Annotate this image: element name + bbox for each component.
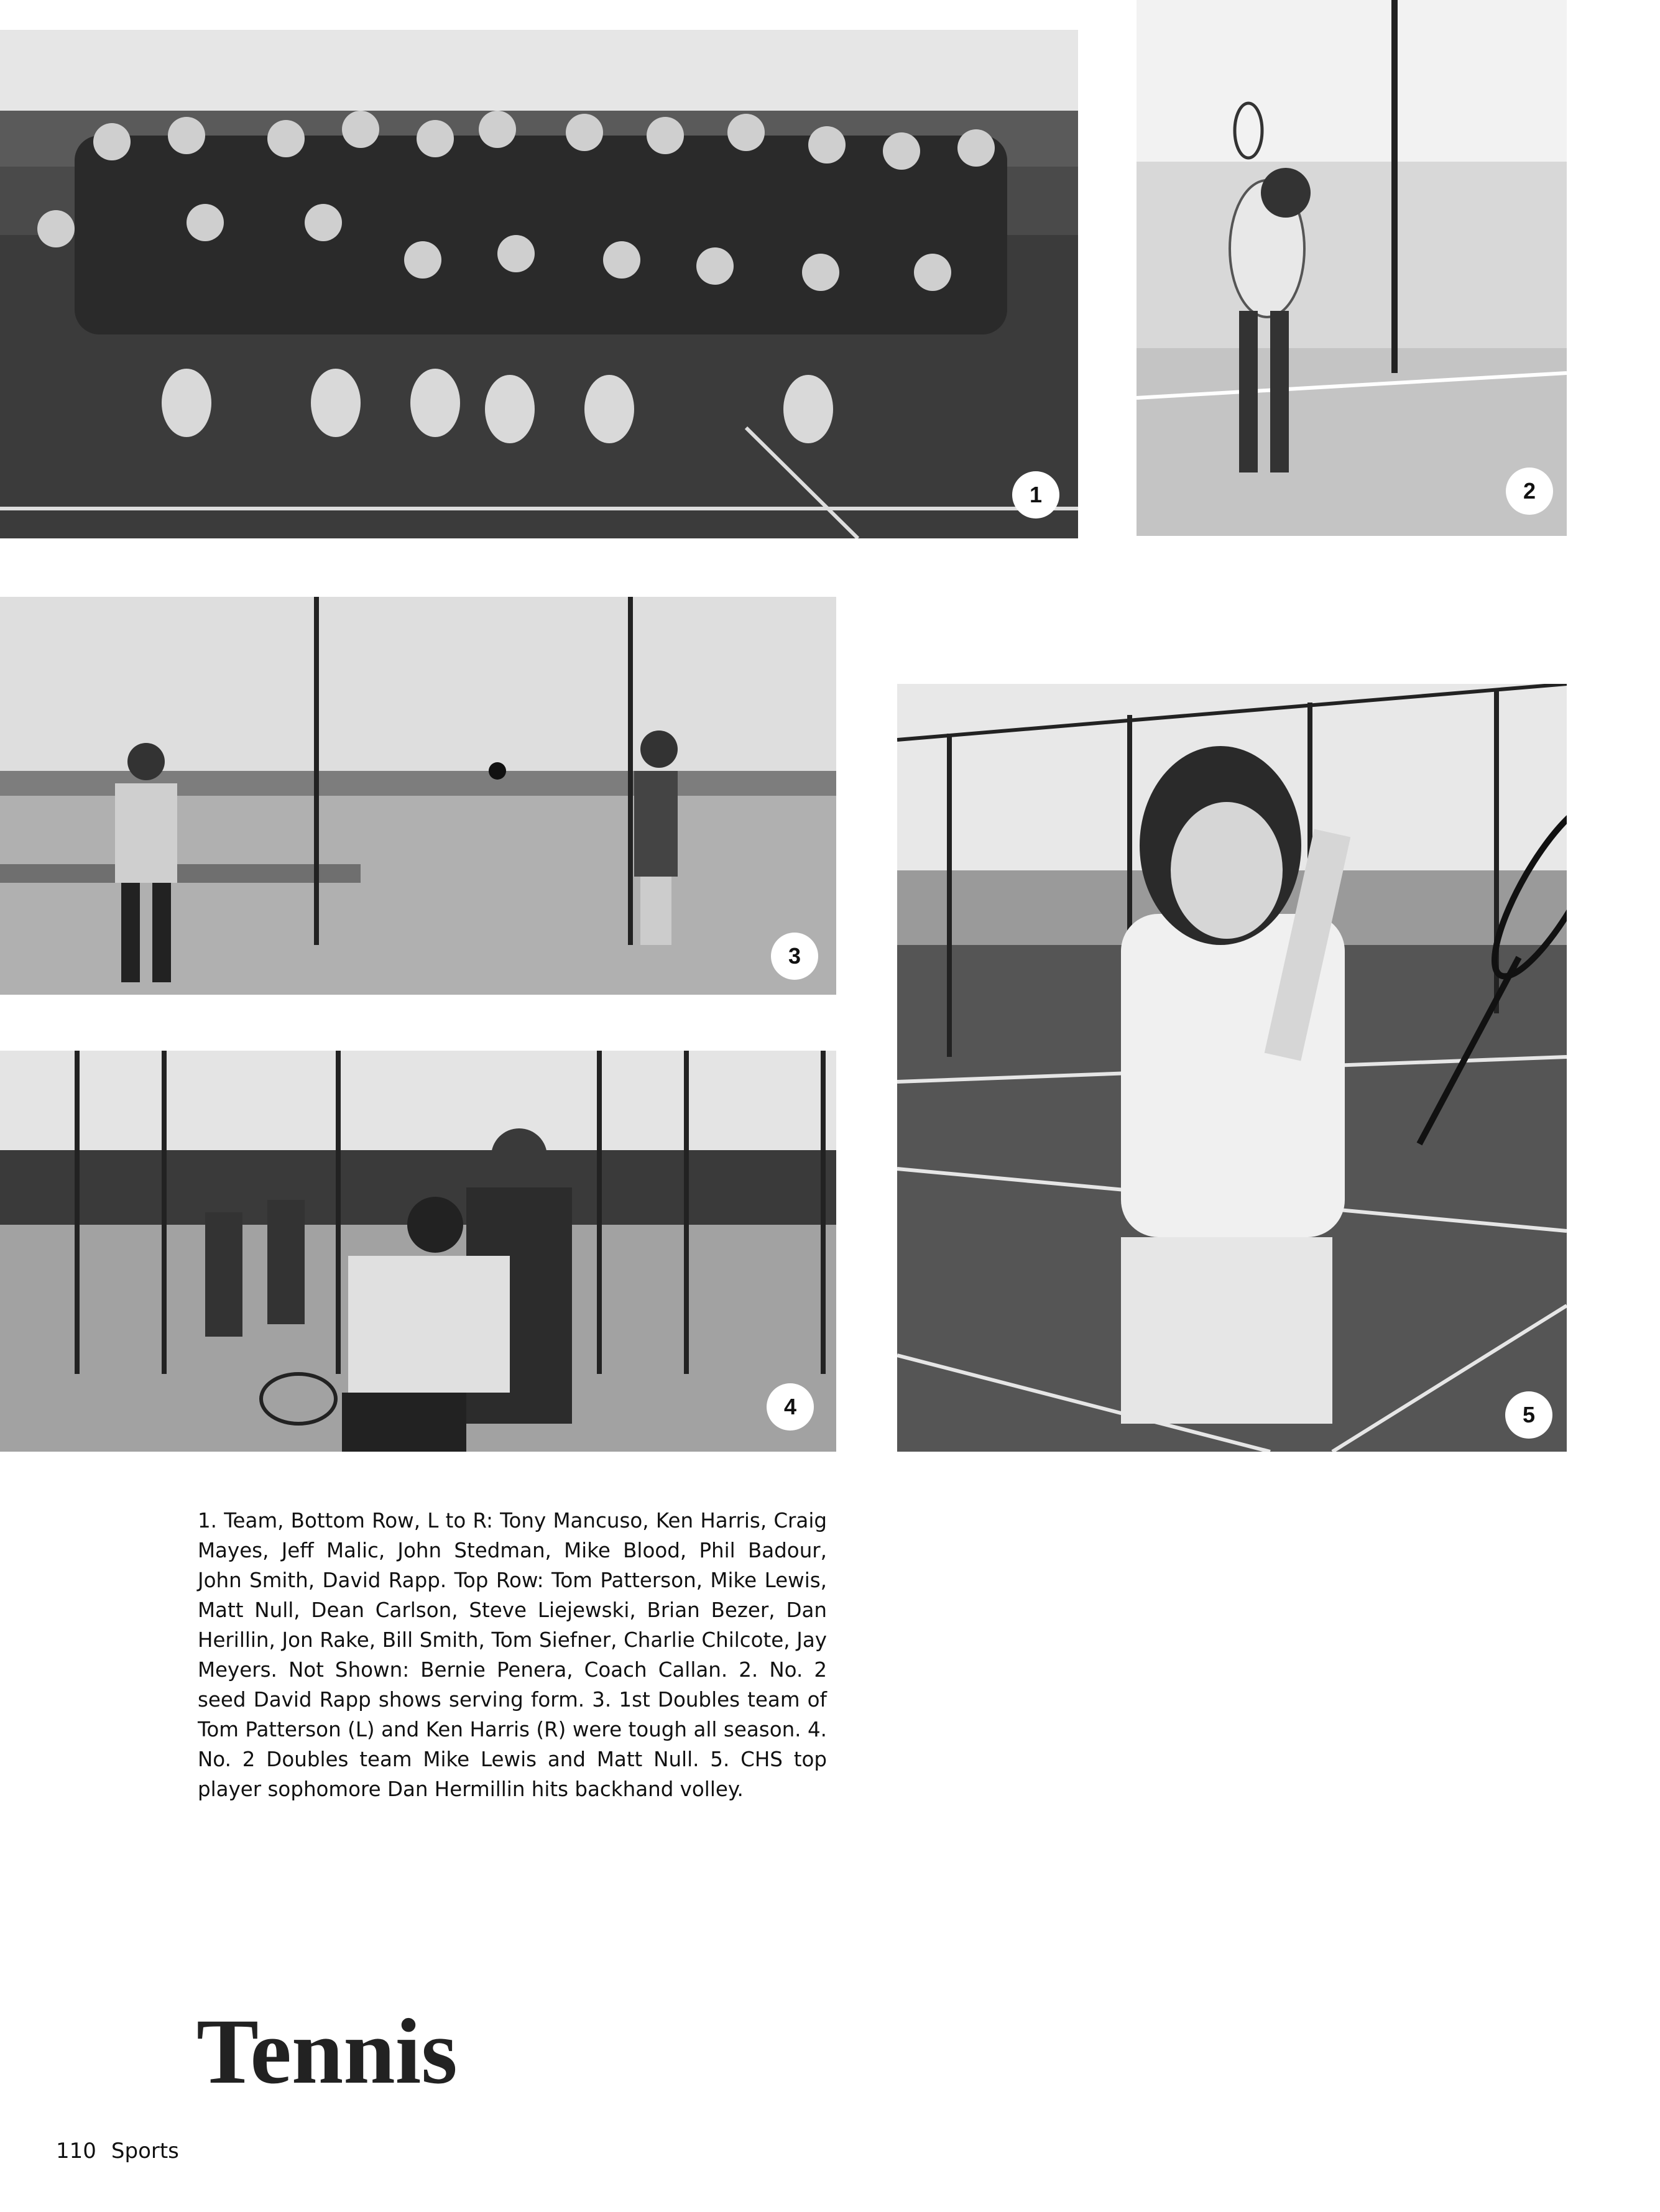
photo-second-doubles-image [0,1051,836,1452]
photo-number-3: 3 [771,933,818,980]
photo-first-doubles [0,597,836,995]
photo-number-2: 2 [1506,468,1553,515]
photo-second-doubles [0,1051,836,1452]
page-number: 110 [56,2139,96,2164]
page-title: Tennis [196,2000,458,2103]
photo-team [0,30,1078,538]
photo-serving-form [1137,0,1567,536]
photo-caption: 1. Team, Bottom Row, L to R: Tony Mancuso, Ken Harris, Craig Mayes, Jeff Malic, John Stedman, Mike Blood, Phil Badour, John Smith, David Rapp. Top Row: Tom Patterson, Mike Lewis, Matt Null, Dean Carlson, Steve Liejewski, Brian Bezer, Dan Herillin, Jon Rake, Bill Smith, Tom Siefner, Charlie Chilcote, Jay Meyers. Not Shown: Bernie Penera, Coach Callan. 2. No. 2 seed David Rapp shows serving form. 3. 1st Doubles team of Tom Patterson (L) and Ken Harris (R) were tough all season. 4. No. 2 Doubles team Mike Lewis and Matt Null. 5. CHS top player sophomore Dan Hermillin hits backhand volley. [198,1509,827,1801]
photo-number-4: 4 [767,1383,814,1431]
photo-backhand-volley [897,684,1567,1452]
photo-first-doubles-image [0,597,836,995]
photo-team-image [0,30,1078,538]
page-folio [56,2139,194,2164]
photo-number-5: 5 [1505,1391,1552,1439]
photo-backhand-volley-image [897,684,1567,1452]
photo-number-1: 1 [1012,471,1059,518]
section-name: Sports [111,2139,179,2164]
photo-serving-form-image [1137,0,1567,536]
